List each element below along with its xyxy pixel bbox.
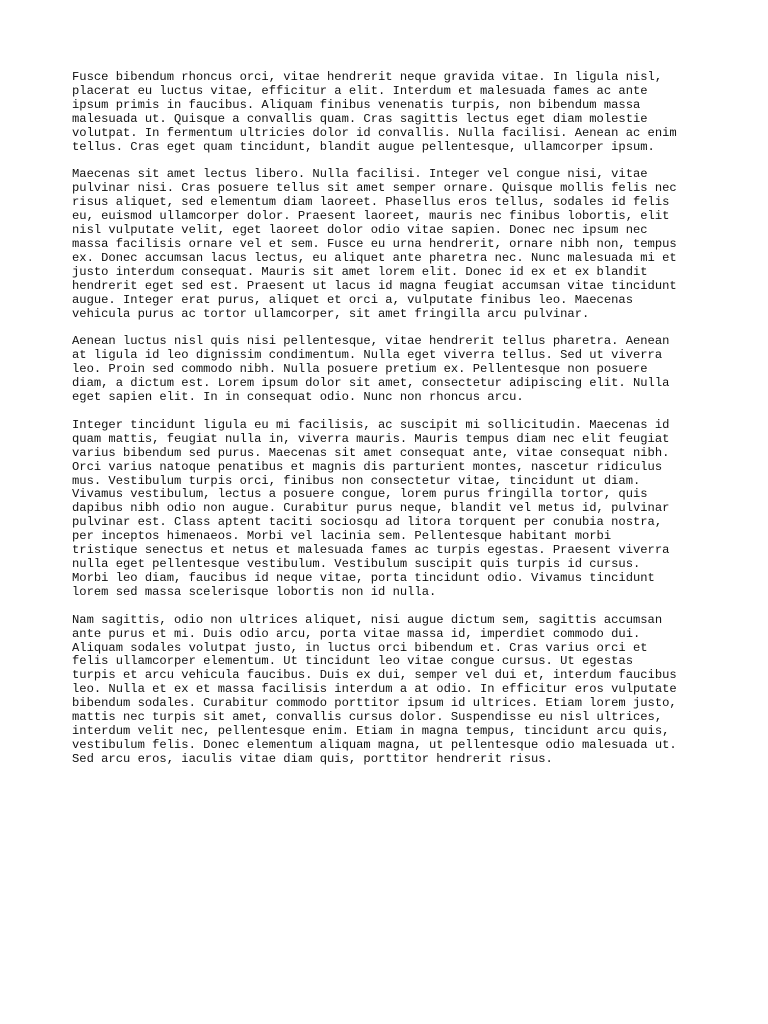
paragraph-5: Nam sagittis, odio non ultrices aliquet, nisi augue dictum sem, sagittis accumsan ante purus et mi. Duis odio arcu, porta vitae massa id, imperdiet commodo dui. Aliquam sodales volutpat justo, in luctus orci bibendum et. Cras varius orci et felis ullamcorper elementum. Ut tincidunt leo vitae congue cursus. Ut egestas turpis et arcu vehicula faucibus. Duis ex dui, semper vel dui et, interdum faucibus leo. Nulla et ex et massa facilisis interdum a at odio. In efficitur eros vulputate bibendum sodales. Curabitur commodo porttitor ipsum id ultrices. Etiam lorem justo, mattis nec turpis sit amet, convallis cursus dolor. Suspendisse eu nisl ultrices, interdum velit nec, pellentesque enim. Etiam in magna tempus, tincidunt arcu quis, vestibulum felis. Donec elementum aliquam magna, ut pellentesque odio malesuada ut. Sed arcu eros, iaculis vitae diam quis, porttitor hendrerit risus. <box>72 612 677 766</box>
paragraph-1: Fusce bibendum rhoncus orci, vitae hendrerit neque gravida vitae. In ligula nisl, placerat eu luctus vitae, efficitur a elit. Interdum et malesuada fames ac ante ipsum primis in faucibus. Aliquam finibus venenatis turpis, non bibendum massa malesuada ut. Quisque a convallis quam. Cras sagittis lectus eget diam molestie volutpat. In fermentum ultricies dolor id convallis. Nulla facilisi. Aenean ac enim tellus. Cras eget quam tincidunt, blandit augue pellentesque, ullamcorper ipsum. <box>72 70 677 154</box>
paragraph-2: Maecenas sit amet lectus libero. Nulla facilisi. Integer vel congue nisi, vitae pulvinar nisi. Cras posuere tellus sit amet semper ornare. Quisque mollis felis nec risus aliquet, sed elementum diam laoreet. Phasellus eros tellus, sodales id felis eu, euismod ullamcorper dolor. Praesent laoreet, mauris nec finibus lobortis, elit nisl vulputate velit, eget laoreet dolor odio vitae sapien. Donec nec ipsum nec massa facilisis ornare vel et sem. Fusce eu urna hendrerit, ornare nibh non, tempus ex. Donec accumsan lacus lectus, eu aliquet ante pharetra nec. Nunc malesuada mi et justo interdum consequat. Mauris sit amet lorem elit. Donec id ex et ex blandit hendrerit eget sed est. Praesent ut lacus id magna feugiat accumsan vitae tincidunt augue. Integer erat purus, aliquet et orci a, vulputate finibus leo. Maecenas vehicula purus ac tortor ullamcorper, sit amet fringilla arcu pulvinar. <box>72 167 677 321</box>
paragraph-4: Integer tincidunt ligula eu mi facilisis, ac suscipit mi sollicitudin. Maecenas id quam mattis, feugiat nulla in, viverra mauris. Mauris tempus diam nec elit feugiat varius bibendum sed purus. Maecenas sit amet consequat ante, vitae consequat nibh. Orci varius natoque penatibus et magnis dis parturient montes, nascetur ridiculus mus. Vestibulum turpis orci, finibus non consectetur vitae, tincidunt ut diam. Vivamus vestibulum, lectus a posuere congue, lorem purus fringilla tortor, quis dapibus nibh odio non augue. Curabitur purus neque, blandit vel metus id, pulvinar pulvinar est. Class aptent taciti sociosqu ad litora torquent per conubia nostra, per inceptos himenaeos. Morbi vel lacinia sem. Pellentesque habitant morbi tristique senectus et netus et malesuada fames ac turpis egestas. Praesent viverra nulla eget pellentesque vestibulum. Vestibulum suscipit quis turpis id cursus. Morbi leo diam, faucibus id neque vitae, porta tincidunt odio. Vivamus tincidunt lorem sed massa scelerisque lobortis non id nulla. <box>72 417 670 599</box>
document-page <box>72 71 704 781</box>
paragraph-3: Aenean luctus nisl quis nisi pellentesque, vitae hendrerit tellus pharetra. Aenean at ligula id leo dignissim condimentum. Nulla eget viverra tellus. Sed ut viverra leo. Proin sed commodo nibh. Nulla posuere pretium ex. Pellentesque non posuere diam, a dictum est. Lorem ipsum dolor sit amet, consectetur adipiscing elit. Nulla eget sapien elit. In in consequat odio. Nunc non rhoncus arcu. <box>72 334 670 405</box>
